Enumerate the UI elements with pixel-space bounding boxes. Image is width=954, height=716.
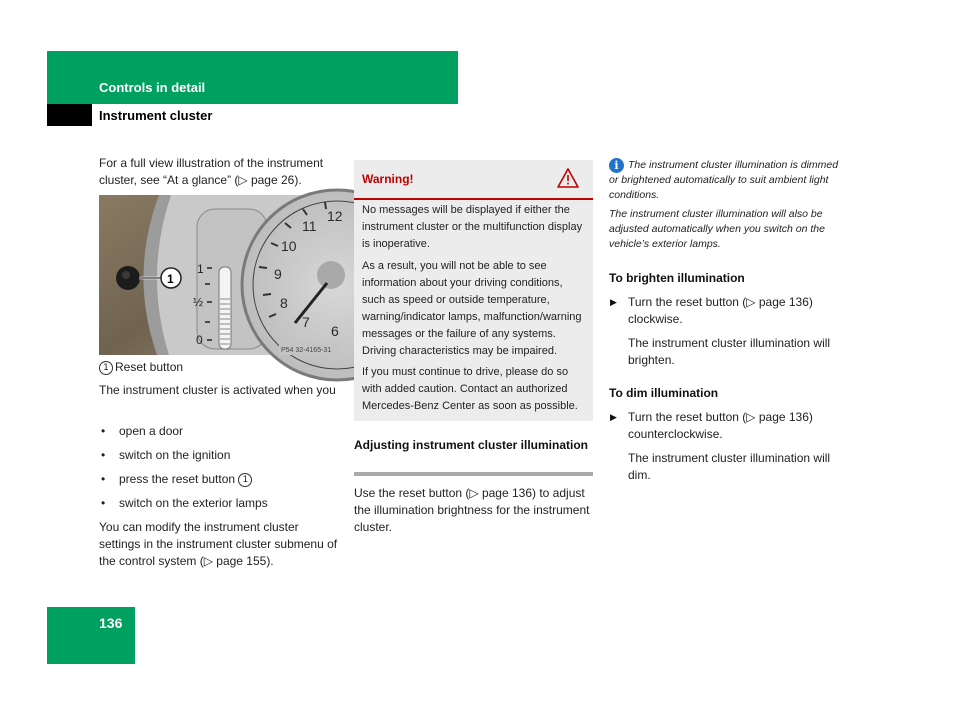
info-paragraph-2: The instrument cluster illumination will also be adjusted automatically when you switch on the vehicle’s exterior lamps.: [609, 208, 825, 250]
step-arrow-icon: ▶: [610, 412, 617, 422]
info-icon: i: [609, 158, 624, 173]
step-arrow-icon: ▶: [610, 297, 617, 307]
heading-rule: [354, 472, 593, 476]
bullet-exterior-lamps: switch on the exterior lamps: [119, 496, 268, 510]
adjust-heading: Adjusting instrument cluster illumination: [354, 438, 589, 452]
dial-number: 12: [327, 208, 343, 224]
bullet-reset-text: press the reset button: [119, 472, 236, 486]
warning-header: [354, 160, 593, 200]
instrument-cluster-photo: [99, 195, 343, 355]
warning-paragraph-2: As a result, you will not be able to see information about your driving conditions, such as speed or outside temperature, warning/indicator lamps, malfunction/warning messages or the failure of any systems. Driving characteristics may be impaired.: [362, 260, 582, 357]
info-paragraph-1: The instrument cluster illumination is dimmed or brightened automatically to suit ambient light conditions.: [609, 159, 839, 201]
warning-paragraph-1: No messages will be displayed if either the instrument cluster or the multifunction display is inoperative.: [362, 204, 583, 250]
bullet-open-door: open a door: [119, 424, 184, 438]
caption-text: Reset button: [115, 360, 184, 374]
dim-step: Turn the reset button (▷ page 136) counterclockwise.: [628, 410, 813, 441]
fuel-mark-half: ½: [193, 295, 204, 309]
caption-number: 1: [99, 361, 113, 375]
photo-caption: [99, 359, 341, 376]
bullet-dot: •: [101, 496, 106, 510]
dial-number: 8: [280, 295, 288, 311]
bullet-dot: •: [101, 472, 106, 486]
dim-heading: To dim illumination: [609, 386, 719, 400]
page-number: 136: [99, 615, 123, 631]
photo-code: P54 32-4165-31: [281, 347, 332, 354]
warning-box: [354, 160, 593, 421]
bullet-dot: •: [101, 448, 106, 462]
header-band: [47, 51, 458, 104]
brighten-heading: To brighten illumination: [609, 271, 745, 285]
dial-number: 10: [281, 238, 297, 254]
brighten-step: Turn the reset button (▷ page 136) clockwise.: [628, 295, 813, 326]
dial-number: 9: [274, 266, 282, 282]
brighten-result: The instrument cluster illumination will brighten.: [628, 336, 831, 367]
dial-number: 6: [331, 323, 339, 339]
intro-text: For a full view illustration of the instrument cluster, see “At a glance” (▷ page 26).: [99, 156, 324, 187]
dim-result: The instrument cluster illumination will dim.: [628, 451, 831, 482]
photo-callout-number: 1: [167, 272, 174, 286]
activated-text: The instrument cluster is activated when you: [99, 383, 336, 397]
fuel-mark-empty: 0: [196, 333, 203, 347]
warning-triangle-icon: [557, 168, 579, 193]
dial-number: 11: [302, 218, 317, 234]
bullet-reset-button: [119, 471, 254, 488]
bullet-dot: •: [101, 424, 106, 438]
warning-paragraph-3: If you must continue to drive, please do so with added caution. Contact an authorized Mercedes-Benz Center as soon as possible.: [362, 366, 578, 412]
section-title: Controls in detail: [99, 80, 206, 95]
bullet-ignition: switch on the ignition: [119, 448, 231, 462]
warning-title: Warning!: [362, 172, 414, 186]
bullet-reset-number: 1: [238, 473, 252, 487]
dial-number: 7: [302, 314, 310, 330]
fuel-mark-full: 1: [197, 262, 204, 276]
modify-text: You can modify the instrument cluster settings in the instrument cluster submenu of the control system (▷ page 155).: [99, 520, 338, 568]
section-marker: [47, 104, 92, 126]
adjust-text: Use the reset button (▷ page 136) to adjust the illumination brightness for the instrument cluster.: [354, 486, 590, 534]
subsection-title: Instrument cluster: [99, 108, 213, 123]
